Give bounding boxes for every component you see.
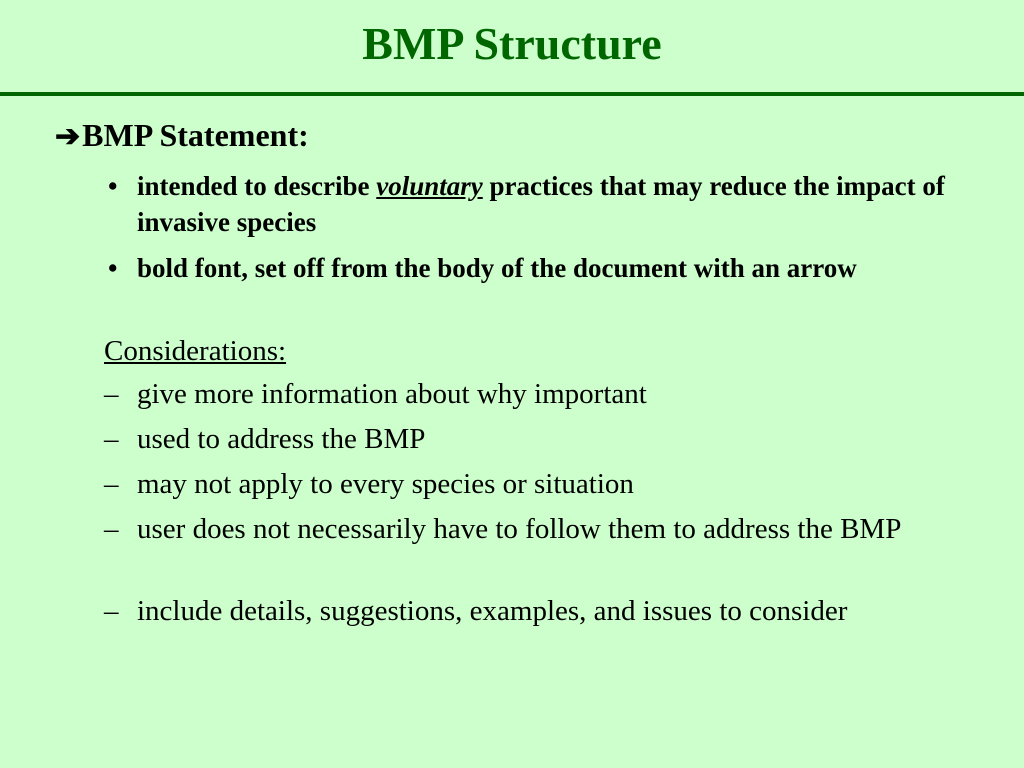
consideration-text: include details, suggestions, examples, and issues to consider: [137, 595, 848, 627]
consideration-text: give more information about why important: [137, 378, 647, 410]
statement-heading-text: BMP Statement:: [82, 117, 309, 153]
bullet-text: [137, 168, 968, 240]
consideration-text: used to address the BMP: [137, 423, 426, 455]
dash-marker: –: [104, 595, 119, 627]
consideration-item: [104, 593, 924, 629]
bullet-item-bold-font: [108, 250, 968, 286]
considerations-heading: Considerations:: [104, 335, 287, 367]
consideration-item: [104, 466, 924, 502]
bullet-marker: •: [108, 253, 118, 283]
bullet-text: bold font, set off from the body of the document with an arrow: [137, 253, 857, 283]
consideration-text: may not apply to every species or situation: [137, 468, 634, 500]
statement-heading: [55, 117, 309, 155]
dash-marker: –: [104, 513, 119, 545]
slide-title: BMP Structure: [362, 18, 662, 69]
arrow-right-icon: ➔: [55, 120, 81, 153]
bullet-text-after: practices that may reduce the impact of invasive species: [137, 171, 945, 237]
consideration-item: [104, 421, 924, 457]
bullet-item-voluntary: [108, 168, 968, 240]
dash-marker: –: [104, 423, 119, 455]
dash-marker: –: [104, 378, 119, 410]
bullet-marker: •: [108, 171, 118, 201]
consideration-item: [104, 376, 924, 412]
dash-marker: –: [104, 468, 119, 500]
bullet-text-emphasis: voluntary: [376, 171, 483, 201]
consideration-item: [104, 511, 924, 547]
bullet-text-before: intended to describe: [137, 171, 377, 201]
consideration-text: user does not necessarily have to follow them to address the BMP: [137, 513, 902, 545]
